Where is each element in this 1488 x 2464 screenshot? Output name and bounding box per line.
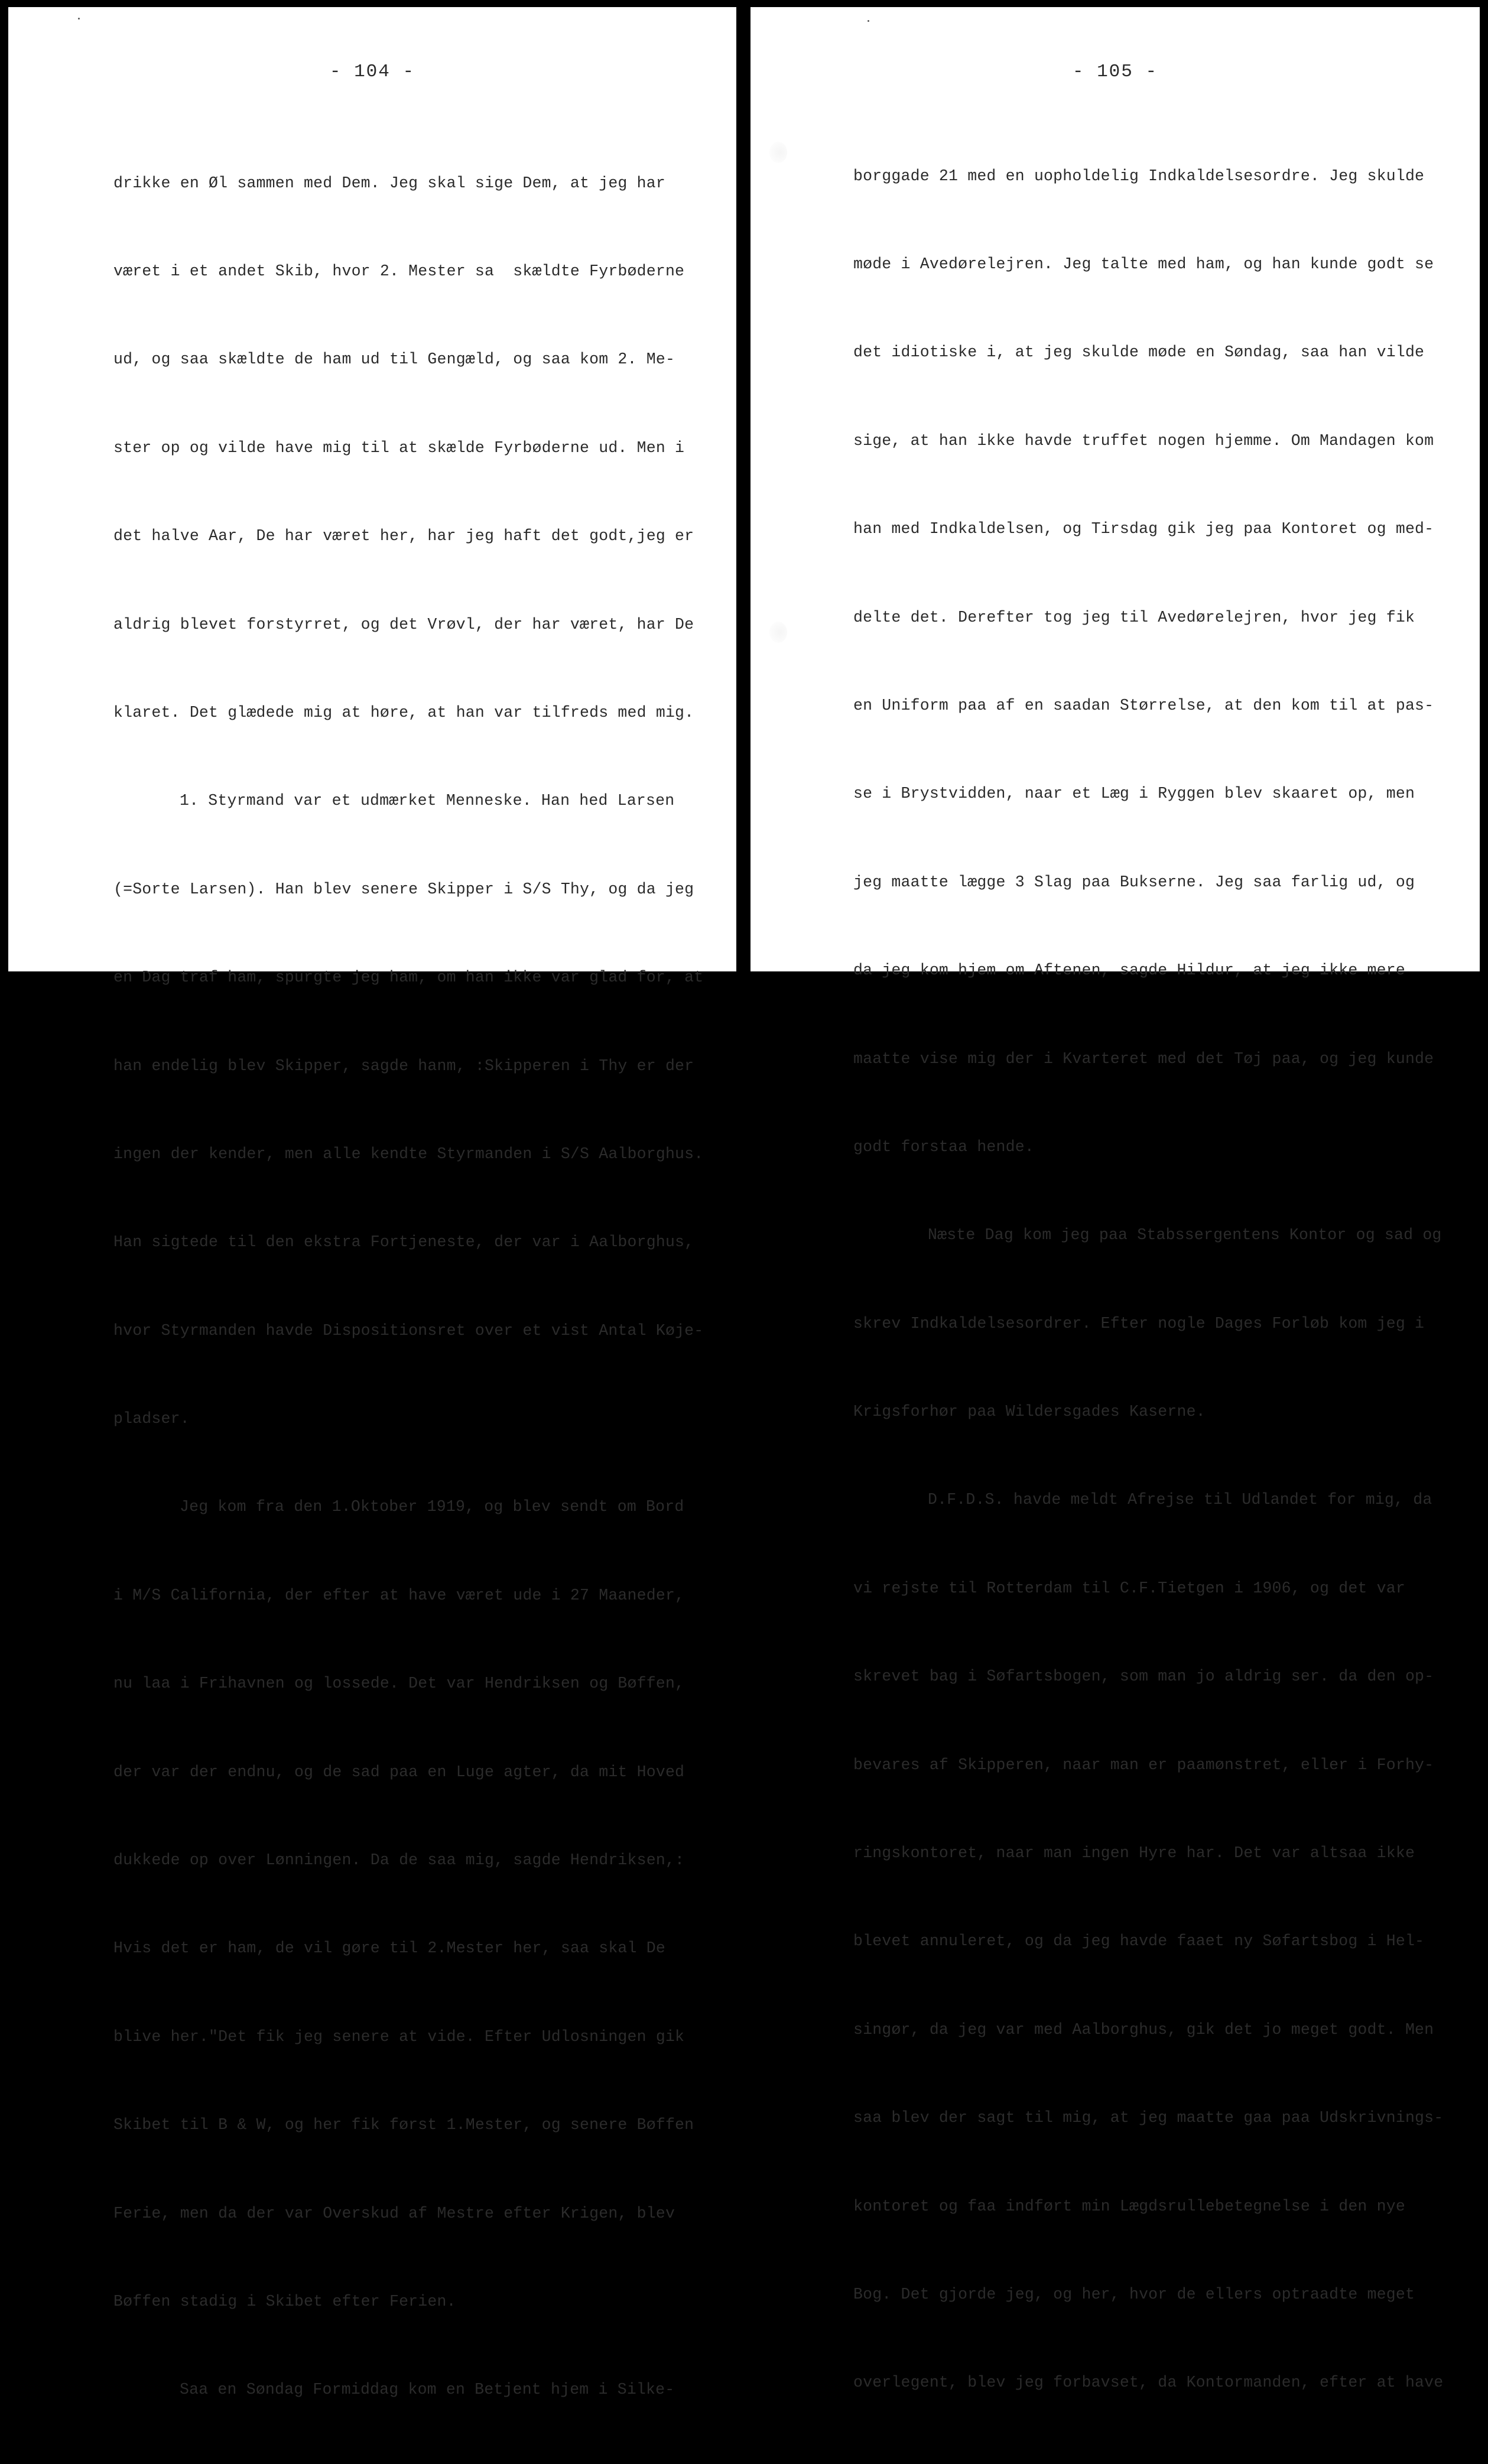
left-page	[8, 7, 736, 2399]
text-line: maatte vise mig der i Kvarteret med det Tøj paa, og jeg kunde	[853, 1049, 1434, 1068]
text-line: Hvis det er ham, de vil gøre til 2.Mester her, saa skal De	[113, 1939, 665, 1958]
text-line: det idiotiske i, at jeg skulde møde en Søndag, saa han vilde	[853, 343, 1425, 362]
right-page-body	[853, 103, 1443, 2457]
text-line: dukkede op over Lønningen. Da de saa mig, sagde Hendriksen,:	[113, 1851, 685, 1870]
text-line: klaret. Det glædede mig at høre, at han var tilfreds med mig.	[113, 703, 694, 721]
text-line: der var der endnu, og de sad paa en Luge agter, da mit Hoved	[113, 1763, 685, 1781]
text-line: han endelig blev Skipper, sagde hanm, :Skipperen i Thy er der	[113, 1057, 694, 1075]
text-line: Ferie, men da der var Overskud af Mestre efter Krigen, blev	[113, 2204, 675, 2222]
text-line: en Uniform paa af en saadan Størrelse, at den kom til at pas-	[853, 696, 1434, 714]
text-line: aldrig blevet forstyrret, og det Vrøvl, der har været, har De	[113, 615, 694, 633]
text-line: vi rejste til Rotterdam til C.F.Tietgen i 1906, og det var	[853, 1579, 1405, 1597]
text-line: Bog. Det gjorde jeg, og her, hvor de ellers optraadte meget	[853, 2285, 1415, 2303]
text-line: ud, og saa skældte de ham ud til Gengæld, og saa kom 2. Me-	[113, 350, 675, 369]
text-line: i M/S California, der efter at have været ude i 27 Maaneder,	[113, 1586, 685, 1604]
text-line: sige, at han ikke havde truffet nogen hjemme. Om Mandagen kom	[853, 431, 1434, 450]
punch-hole-mark	[769, 622, 787, 643]
text-line: blive her."Det fik jeg senere at vide. Efter Udlosningen gik	[113, 2027, 685, 2046]
text-line: ster op og vilde have mig til at skælde Fyrbøderne ud. Men i	[113, 438, 685, 457]
left-page-number: - 104 -	[329, 61, 415, 82]
text-line: Bøffen stadig i Skibet efter Ferien.	[113, 2292, 456, 2310]
text-line: blevet annuleret, og da jeg havde faaet ny Søfartsbog i Hel-	[853, 1932, 1425, 1951]
text-line: skrevet bag i Søfartsbogen, som man jo aldrig ser. da den op-	[853, 1667, 1434, 1686]
text-line: singør, da jeg var med Aalborghus, gik det jo meget godt. Men	[853, 2020, 1434, 2039]
text-line: bevares af Skipperen, naar man er paamønstret, eller i Forhy-	[853, 1756, 1434, 1774]
text-line: Skibet til B & W, og her fik først 1.Mester, og senere Bøffen	[113, 2116, 694, 2134]
text-line: Saa en Søndag Formiddag kom en Betjent hjem i Silke-	[180, 2381, 675, 2399]
text-line: det halve Aar, De har været her, har jeg haft det godt,jeg er	[113, 527, 694, 545]
text-line: været i et andet Skib, hvor 2. Mester sa skældte Fyrbøderne	[113, 262, 685, 280]
page-speck	[868, 20, 869, 22]
text-line: en Dag traf ham, spurgte jeg ham, om han ikke var glad for, at	[113, 968, 704, 987]
punch-hole-mark	[769, 142, 787, 163]
text-line: jeg maatte lægge 3 Slag paa Bukserne. Jeg saa farlig ud, og	[853, 873, 1415, 891]
text-line: ingen der kender, men alle kendte Styrmanden i S/S Aalborghus.	[113, 1145, 704, 1163]
text-line: kontoret og faa indført min Lægdsrullebetegnelse i den nye	[853, 2197, 1405, 2215]
left-page-body	[113, 110, 703, 2464]
text-line: drikke en Øl sammen med Dem. Jeg skal sige Dem, at jeg har	[113, 174, 665, 192]
text-line: Han sigtede til den ekstra Fortjeneste, der var i Aalborghus,	[113, 1233, 694, 1251]
text-line: godt forstaa hende.	[853, 1137, 1034, 1156]
text-line: hvor Styrmanden havde Dispositionsret over et vist Antal Køje-	[113, 1321, 704, 1340]
text-line: (=Sorte Larsen). Han blev senere Skipper i S/S Thy, og da jeg	[113, 880, 694, 898]
text-line: Krigsforhør paa Wildersgades Kaserne.	[853, 1403, 1206, 1421]
text-line: ringskontoret, naar man ingen Hyre har. Det var altsaa ikke	[853, 1844, 1415, 1862]
text-line: se i Brystvidden, naar et Læg i Ryggen blev skaaret op, men	[853, 785, 1415, 803]
page-speck	[78, 18, 80, 19]
right-page	[751, 7, 1480, 2392]
text-line: 1. Styrmand var et udmærket Menneske. Han hed Larsen	[180, 792, 675, 810]
text-line: D.F.D.S. havde meldt Afrejse til Udlandet for mig, da	[928, 1491, 1432, 1509]
text-line: saa blev der sagt til mig, at jeg maatte gaa paa Udskrivnings-	[853, 2109, 1444, 2127]
text-line: borggade 21 med en uopholdelig Indkaldelsesordre. Jeg skulde	[853, 167, 1425, 185]
text-line: skrev Indkaldelsesordrer. Efter nogle Dages Forløb kom jeg i	[853, 1314, 1425, 1332]
text-line: møde i Avedørelejren. Jeg talte med ham, og han kunde godt se	[853, 255, 1434, 273]
text-line: delte det. Derefter tog jeg til Avedørelejren, hvor jeg fik	[853, 608, 1415, 626]
text-line: Jeg kom fra den 1.Oktober 1919, og blev sendt om Bord	[180, 1498, 684, 1516]
text-line: Næste Dag kom jeg paa Stabssergentens Kontor og sad og	[928, 1226, 1442, 1244]
right-page-number: - 105 -	[1072, 61, 1158, 82]
text-line: da jeg kom hjem om Aftenen, sagde Hildur, at jeg ikke mere	[853, 961, 1405, 980]
text-line: nu laa i Frihavnen og lossede. Det var Hendriksen og Bøffen,	[113, 1675, 685, 1693]
text-line: pladser.	[113, 1410, 190, 1428]
text-line: han med Indkaldelsen, og Tirsdag gik jeg paa Kontoret og med-	[853, 520, 1434, 538]
text-line: overlegent, blev jeg forbavset, da Kontormanden, efter at have	[853, 2374, 1444, 2392]
